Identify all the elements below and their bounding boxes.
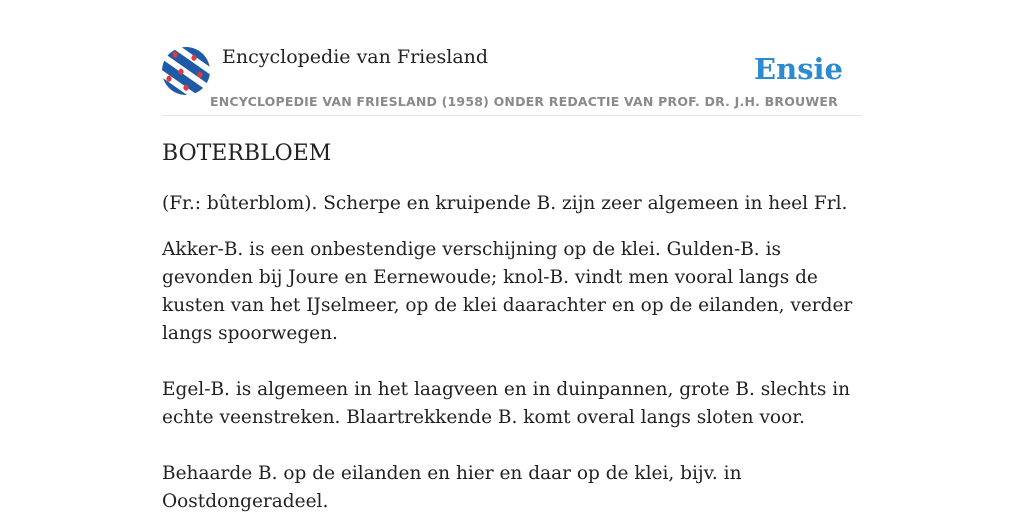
frisian-flag-icon[interactable] bbox=[162, 47, 210, 95]
header-divider bbox=[162, 115, 862, 116]
site-name[interactable]: Encyclopedie van Friesland bbox=[222, 46, 489, 68]
article-paragraph: Egel-B. is algemeen in het laagveen en in duinpannen, grote B. slechts in echte veenstreken. Blaartrekkende B. komt overal langs sloten voor. bbox=[162, 379, 851, 428]
article-title: BOTERBLOEM bbox=[162, 141, 332, 166]
article-paragraph: (Fr.: bûterblom). Scherpe en kruipende B. zijn zeer algemeen in heel Frl. bbox=[162, 193, 848, 214]
site-subtitle: ENCYCLOPEDIE VAN FRIESLAND (1958) ONDER REDACTIE VAN PROF. DR. J.H. BROUWER bbox=[210, 94, 838, 109]
brand-logo[interactable]: Ensie bbox=[754, 52, 843, 86]
article-paragraph: Behaarde B. op de eilanden en hier en daar op de klei, bijv. in Oostdongeradeel. bbox=[162, 463, 742, 512]
article-body bbox=[162, 140, 862, 512]
article-paragraph: Akker-B. is een onbestendige verschijning op de klei. Gulden-B. is gevonden bij Joure en Eernewoude; knol-B. vindt men vooral langs de kusten van het IJselmeer, op de klei daarachter en op de eilanden, verder langs spoorwegen. bbox=[162, 239, 853, 344]
